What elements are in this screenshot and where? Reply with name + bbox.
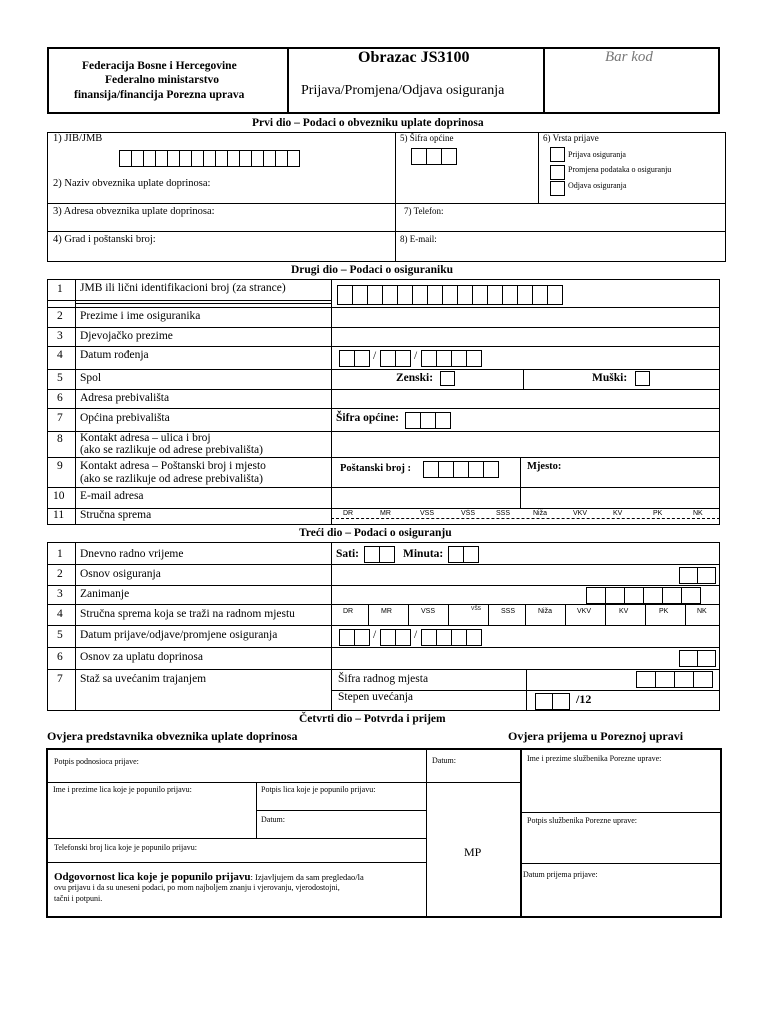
p3-q-vss2: VŠS: [471, 606, 482, 612]
p2-row2-num: 2: [57, 310, 63, 322]
p2-municipality-code-label: Šifra općine:: [336, 412, 399, 424]
insurance-month-input[interactable]: [381, 629, 411, 646]
p3-row7-num: 7: [57, 673, 63, 685]
p2-row8-num: 8: [57, 433, 63, 445]
hours-label: Sati:: [336, 548, 359, 560]
p2-row4-num: 4: [57, 349, 63, 361]
p2-row11-label: Stručna sprema: [80, 509, 152, 521]
city-label: 4) Grad i poštanski broj:: [53, 234, 156, 245]
occupation-code-input[interactable]: [587, 587, 701, 604]
birth-month-input[interactable]: [381, 350, 411, 367]
p3-row2-label: Osnov osiguranja: [80, 568, 161, 580]
p2-q-vss2: VŠS: [461, 510, 476, 517]
authority-line1: Federacija Bosne i Hercegovine: [82, 60, 237, 72]
p3-row5-num: 5: [57, 629, 63, 641]
male-checkbox[interactable]: [635, 371, 650, 386]
p3-row3-num: 3: [57, 588, 63, 600]
municipality-code-label: 5) Šifra općine: [400, 133, 454, 143]
minutes-input[interactable]: [449, 546, 479, 563]
workplace-code-label: Šifra radnog mjesta: [338, 673, 429, 685]
responsibility-text1: : Izjavljujem da sam pregledao/la: [250, 872, 364, 882]
jib-input[interactable]: [120, 150, 300, 167]
type-registration-label: Prijava osiguranja: [568, 150, 626, 159]
p3-row4-label: Stručna sprema koja se traži na radnom mjestu: [80, 608, 295, 620]
phone-label: 7) Telefon:: [404, 206, 444, 216]
p2-row7-label: Općina prebivališta: [80, 412, 170, 424]
responsibility-line3: tačni i potpuni.: [54, 894, 103, 903]
p3-q-nk: NK: [697, 608, 707, 615]
part3-title: Treći dio – Podaci o osiguranju: [299, 527, 452, 539]
p3-row2-num: 2: [57, 568, 63, 580]
date2-label: Datum:: [261, 815, 285, 824]
p2-q-vss: VSS: [420, 510, 435, 517]
p3-row5-label: Datum prijave/odjave/promjene osiguranja: [80, 629, 278, 641]
p2-row1-num: 1: [57, 283, 63, 295]
ins-sep2: /: [414, 629, 418, 641]
birth-day-input[interactable]: [340, 350, 370, 367]
p3-q-kv: KV: [619, 608, 629, 615]
p2-row5-num: 5: [57, 372, 63, 384]
p3-row7-label: Staž sa uvećanim trajanjem: [80, 673, 207, 685]
insurance-day-input[interactable]: [340, 629, 370, 646]
submitter-signature-label: Potpis podnosioca prijave:: [54, 757, 139, 766]
increase-input[interactable]: [536, 693, 570, 710]
p2-row3-label: Djevojačko prezime: [80, 330, 173, 342]
responsibility-line1: [54, 868, 364, 884]
part1-title: Prvi dio – Podaci o obvezniku uplate doprinosa: [252, 117, 484, 129]
p2-q-niza: Niža: [533, 510, 548, 517]
p2-row2-label: Prezime i ime osiguranika: [80, 310, 201, 322]
p2-qualification-scale[interactable]: [331, 508, 720, 525]
email-label: 8) E-mail:: [400, 234, 437, 244]
type-deregistration-label: Odjava osiguranja: [568, 181, 627, 190]
p2-q-vkv: VKV: [573, 510, 588, 517]
municipality-code-input[interactable]: [412, 148, 457, 165]
p3-row1-num: 1: [57, 548, 63, 560]
jib-label: 1) JIB/JMB: [53, 133, 103, 144]
filler-phone-label: Telefonski broj lica koje je popunilo prijavu:: [54, 843, 197, 852]
p2-row11-num: 11: [53, 509, 65, 521]
ins-sep1: /: [373, 629, 377, 641]
authority-line3: finansija/financija Porezna uprava: [74, 89, 245, 101]
minutes-label: Minuta:: [403, 548, 444, 560]
p3-q-dr: DR: [343, 608, 354, 615]
address-label: 3) Adresa obveznika uplate doprinosa:: [53, 206, 215, 217]
p3-row6-label: Osnov za uplatu doprinosa: [80, 651, 203, 663]
type-registration-checkbox[interactable]: [550, 147, 565, 162]
birth-sep1: /: [373, 350, 377, 362]
p3-q-vss: VSS: [421, 608, 436, 615]
female-label: Zenski:: [396, 372, 434, 384]
filler-signature-label: Potpis lica koje je popunilo prijavu:: [261, 785, 376, 794]
hours-input[interactable]: [365, 546, 395, 563]
part4-box: [46, 748, 722, 918]
p3-row3-label: Zanimanje: [80, 588, 130, 600]
right-certification-title: Ovjera prijema u Poreznoj upravi: [508, 729, 684, 743]
responsibility-bold: Odgovornost lica koje je popunilo prijavu: [54, 871, 251, 883]
birth-year-input[interactable]: [422, 350, 482, 367]
p2-municipality-code-input[interactable]: [406, 412, 451, 429]
male-label: Muški:: [592, 372, 628, 384]
type-change-label: Promjena podataka o osiguranju: [568, 165, 672, 174]
p3-q-niza: Niža: [538, 608, 553, 615]
p2-row10-label: E-mail adresa: [80, 490, 144, 502]
birth-sep2: /: [414, 350, 418, 362]
left-certification-title: Ovjera predstavnika obveznika uplate doprinosa: [47, 729, 298, 743]
form-title: Prijava/Promjena/Odjava osiguranja: [301, 83, 505, 98]
part4-title: Četvrti dio – Potvrda i prijem: [299, 713, 446, 725]
officer-name-label: Ime i prezime službenika Porezne uprave:: [527, 754, 662, 763]
p2-q-kv: KV: [613, 510, 623, 517]
insurance-year-input[interactable]: [422, 629, 482, 646]
p2-q-mr: MR: [380, 510, 391, 517]
p2-row6-num: 6: [57, 392, 63, 404]
female-checkbox[interactable]: [440, 371, 455, 386]
date-label: Datum:: [432, 756, 456, 765]
p3-row4-num: 4: [57, 608, 63, 620]
p3-row6-num: 6: [57, 651, 63, 663]
p2-row4-label: Datum rođenja: [80, 349, 149, 361]
p2-row9-label: Kontakt adresa – Poštanski broj i mjesto: [80, 460, 266, 472]
authority-line2: Federalno ministarstvo: [105, 74, 220, 86]
increase-label: Stepen uvećanja: [338, 691, 414, 703]
p2-row7-num: 7: [57, 412, 63, 424]
receipt-date-label: Datum prijema prijave:: [523, 870, 598, 879]
postal-input[interactable]: [424, 461, 499, 478]
place-label: Mjesto:: [527, 461, 562, 472]
filler-name-label: Ime i prezime lica koje je popunilo prijavu:: [53, 785, 192, 794]
p2-q-dr: DR: [343, 510, 354, 517]
type-deregistration-checkbox[interactable]: [550, 181, 565, 196]
workplace-code-input[interactable]: [637, 671, 713, 688]
p2-row9-num: 9: [57, 460, 63, 472]
p3-q-mr: MR: [381, 608, 392, 615]
contribution-basis-input[interactable]: [680, 650, 716, 667]
p2-q-pk: PK: [653, 510, 663, 517]
responsibility-line2: ovu prijavu i da su uneseni podaci, po mom najboljem znanju i vjerovanju, vjerodostojni,: [54, 883, 340, 892]
p2-q-sss: SSS: [496, 510, 511, 517]
p2-q-nk: NK: [693, 510, 703, 517]
name-label: 2) Naziv obveznika uplate doprinosa:: [53, 178, 211, 189]
p2-row3-num: 3: [57, 330, 63, 342]
type-change-checkbox[interactable]: [550, 165, 565, 180]
p2-row8-sub: (ako se razlikuje od adrese prebivališta): [80, 444, 263, 456]
increase-suffix: /12: [576, 692, 592, 706]
p3-row1-label: Dnevno radno vrijeme: [80, 548, 184, 560]
p2-row6-label: Adresa prebivališta: [80, 392, 170, 404]
p2-row8-label: Kontakt adresa – ulica i broj: [80, 432, 211, 444]
p3-q-sss: SSS: [501, 608, 516, 615]
insurance-basis-input[interactable]: [680, 567, 716, 584]
part2-title: Drugi dio – Podaci o osiguraniku: [291, 264, 453, 276]
p3-q-pk: PK: [659, 608, 669, 615]
insured-jmb-input[interactable]: [338, 285, 563, 305]
form-code: Obrazac JS3100: [358, 49, 470, 66]
p3-qualification-scale[interactable]: [331, 604, 720, 625]
barcode-label: Bar kod: [605, 49, 653, 65]
p2-row1-label: JMB ili lični identifikacioni broj (za strance): [80, 282, 286, 294]
type-label: 6) Vrsta prijave: [543, 133, 599, 143]
p2-row5-label: Spol: [80, 372, 102, 384]
officer-signature-label: Potpis službenika Porezne uprave:: [527, 816, 637, 825]
postal-label: Poštanski broj :: [340, 463, 411, 474]
p2-row10-num: 10: [53, 490, 65, 502]
p3-q-vkv: VKV: [577, 608, 592, 615]
stamp-label: MP: [464, 845, 482, 859]
p2-row9-sub: (ako se razlikuje od adrese prebivališta): [80, 473, 263, 485]
